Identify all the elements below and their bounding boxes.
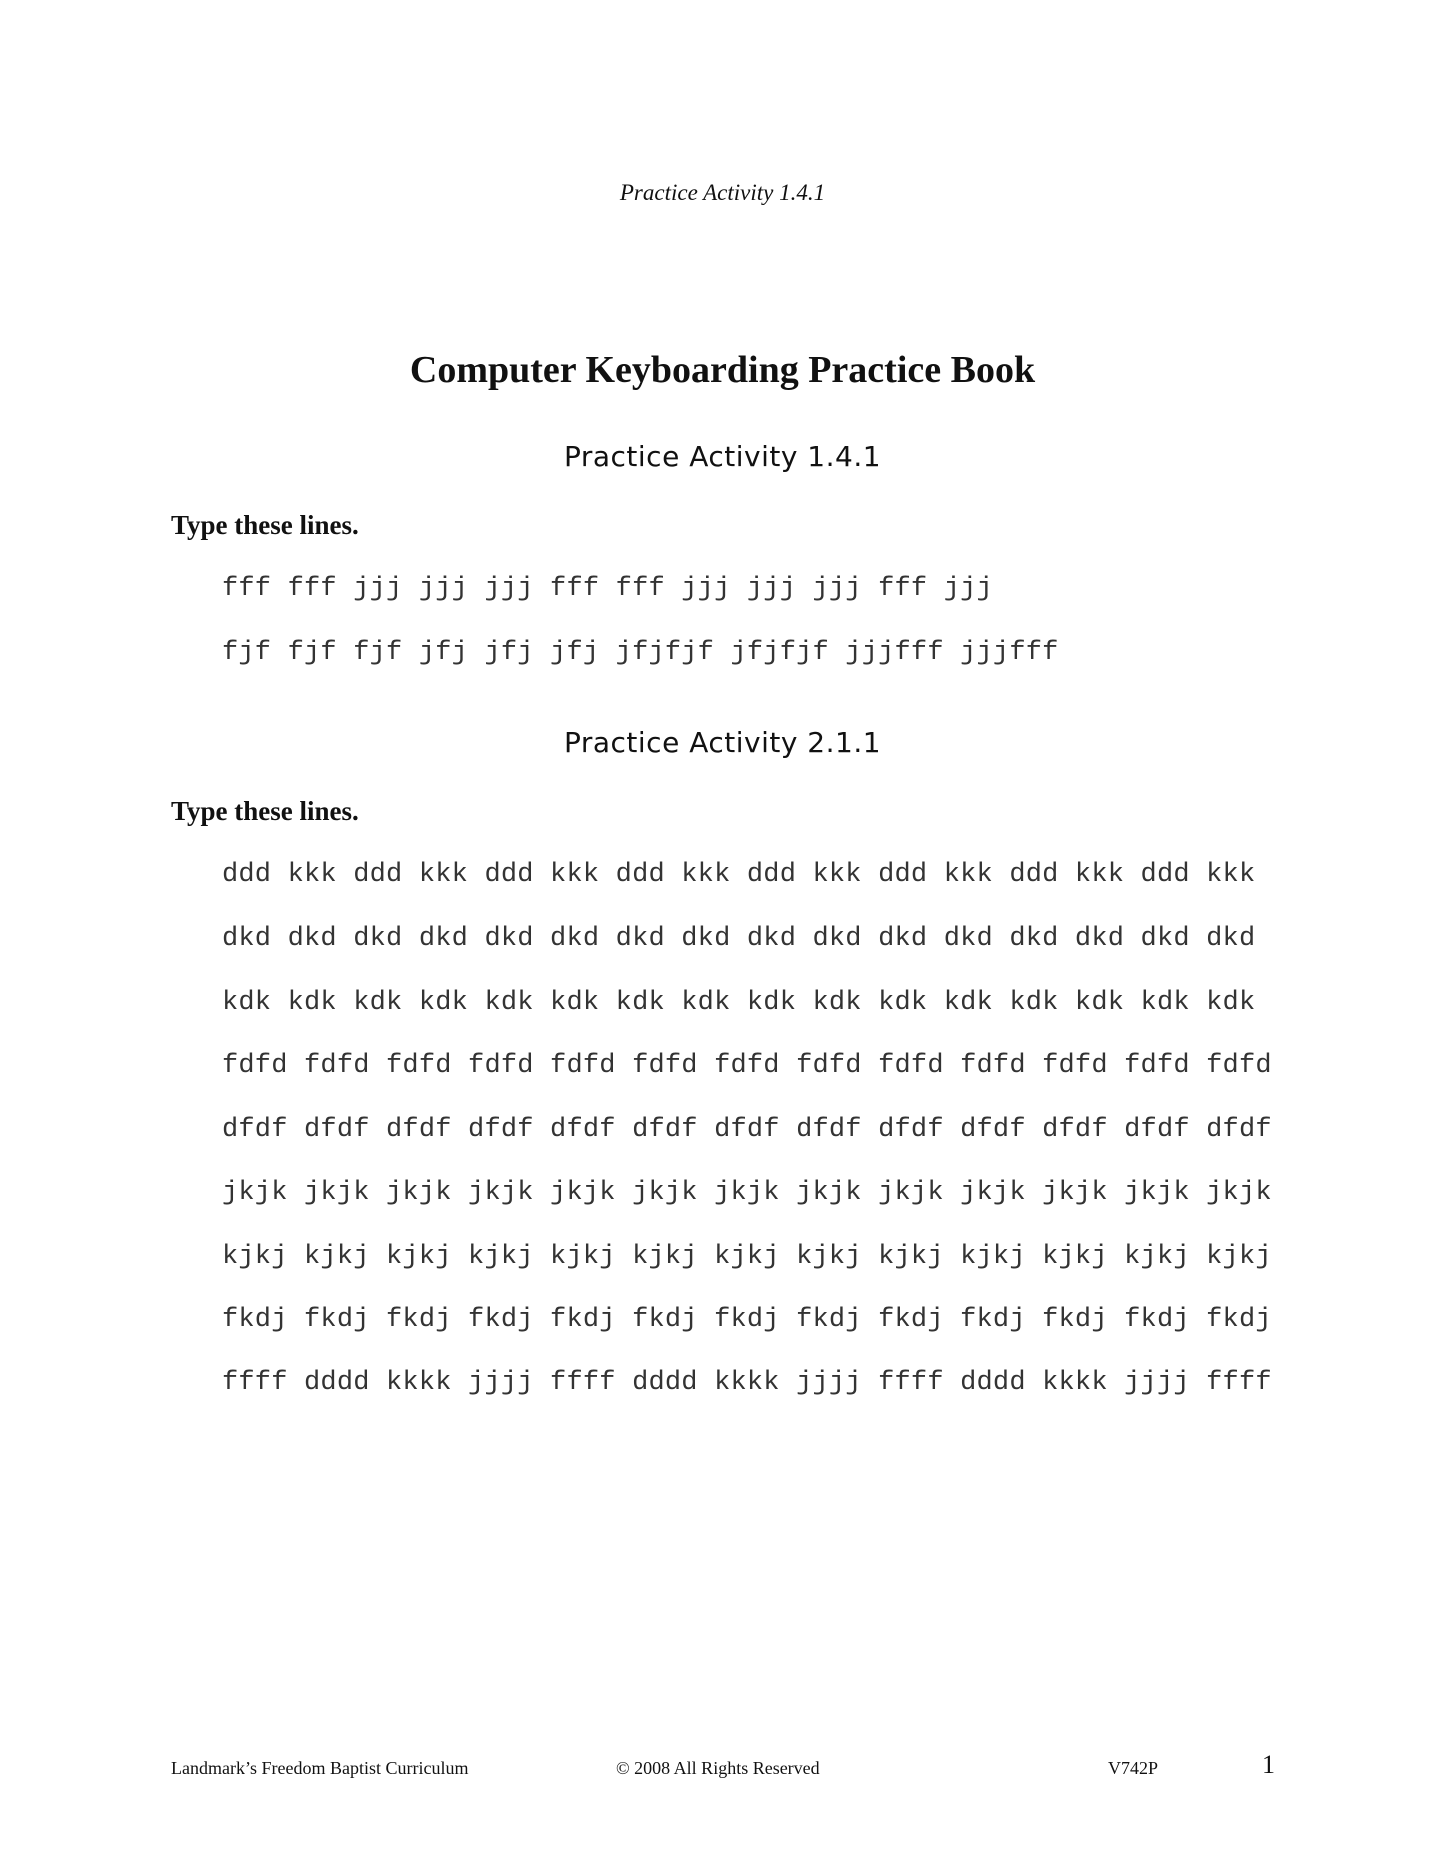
instruction-text: Type these lines.	[171, 796, 359, 826]
footer-publisher: Landmark’s Freedom Baptist Curriculum	[171, 1758, 469, 1778]
practice-line: fjf fjf fjf jfj jfj jfj jfjfjf jfjfjf jjjfff jjjfff	[222, 638, 1059, 668]
page-number: 1	[1262, 1750, 1275, 1779]
section-heading: Practice Activity 2.1.1	[563, 726, 882, 759]
practice-line: kjkj kjkj kjkj kjkj kjkj kjkj kjkj kjkj kjkj kjkj kjkj kjkj kjkj	[222, 1242, 1272, 1272]
practice-line: dfdf dfdf dfdf dfdf dfdf dfdf dfdf dfdf dfdf dfdf dfdf dfdf dfdf	[222, 1115, 1272, 1145]
practice-line: fkdj fkdj fkdj fkdj fkdj fkdj fkdj fkdj fkdj fkdj fkdj fkdj fkdj	[222, 1305, 1272, 1335]
footer-code: V742P	[1108, 1758, 1159, 1778]
practice-line: fdfd fdfd fdfd fdfd fdfd fdfd fdfd fdfd fdfd fdfd fdfd fdfd fdfd	[222, 1051, 1272, 1081]
practice-line: jkjk jkjk jkjk jkjk jkjk jkjk jkjk jkjk jkjk jkjk jkjk jkjk jkjk	[222, 1178, 1272, 1208]
practice-line: dkd dkd dkd dkd dkd dkd dkd dkd dkd dkd dkd dkd dkd dkd dkd dkd	[222, 924, 1256, 954]
practice-line: kdk kdk kdk kdk kdk kdk kdk kdk kdk kdk kdk kdk kdk kdk kdk kdk	[222, 988, 1256, 1018]
section-heading: Practice Activity 1.4.1	[563, 440, 882, 473]
practice-line: fff fff jjj jjj jjj fff fff jjj jjj jjj fff jjj	[222, 574, 993, 604]
document-title: Computer Keyboarding Practice Book	[409, 349, 1036, 391]
instruction-text: Type these lines.	[171, 510, 359, 540]
footer-copyright: © 2008 All Rights Reserved	[616, 1758, 820, 1778]
practice-line: ffff dddd kkkk jjjj ffff dddd kkkk jjjj ffff dddd kkkk jjjj ffff	[222, 1368, 1272, 1398]
practice-line: ddd kkk ddd kkk ddd kkk ddd kkk ddd kkk ddd kkk ddd kkk ddd kkk	[222, 860, 1256, 890]
running-header: Practice Activity 1.4.1	[619, 180, 826, 205]
